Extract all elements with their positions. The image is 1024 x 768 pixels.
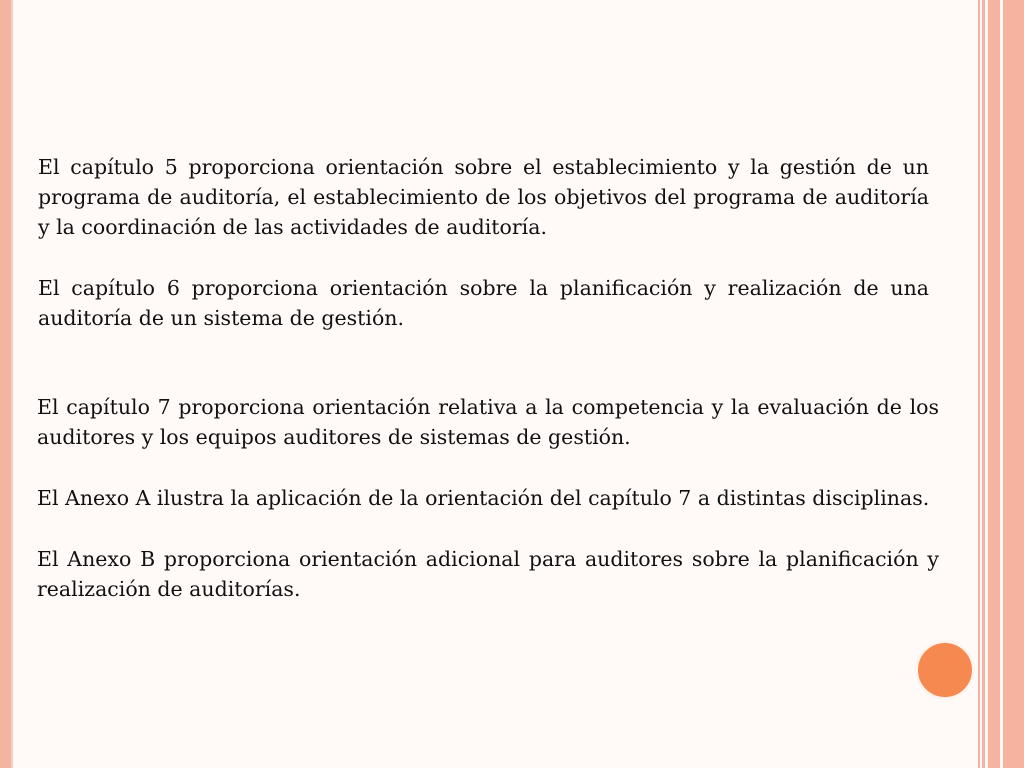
upper-text-block <box>38 152 929 333</box>
paragraph-annex-b: El Anexo B proporciona orientación adicional para auditores sobre la planificación y realización de auditorías. <box>37 547 939 601</box>
paragraph-annex-a: El Anexo A ilustra la aplicación de la orientación del capítulo 7 a distintas disciplinas. <box>37 486 930 510</box>
paragraph-chapter-6: El capítulo 6 proporciona orientación sobre la planificación y realización de una auditoría de un sistema de gestión. <box>38 276 929 330</box>
paragraph-gap <box>37 452 939 483</box>
left-frame-border <box>0 0 13 768</box>
paragraph-chapter-5: El capítulo 5 proporciona orientación sobre el establecimiento y la gestión de un programa de auditoría, el establecimiento de los objetivos del programa de auditoría y la coordinación de las actividades de auditoría. <box>38 155 929 239</box>
right-stripe-1 <box>978 0 980 768</box>
right-stripe-2 <box>982 0 985 768</box>
paragraph-chapter-7: El capítulo 7 proporciona orientación relativa a la competencia y la evaluación de los auditores y los equipos auditores de sistemas de gestión. <box>37 395 939 449</box>
paragraph-gap <box>38 242 929 273</box>
right-frame-stripes <box>978 0 1024 768</box>
paragraph-gap <box>37 513 939 544</box>
lower-text-block <box>37 392 939 604</box>
right-stripe-4 <box>1003 0 1024 768</box>
right-stripe-3 <box>988 0 1000 768</box>
accent-circle-icon <box>915 640 975 700</box>
